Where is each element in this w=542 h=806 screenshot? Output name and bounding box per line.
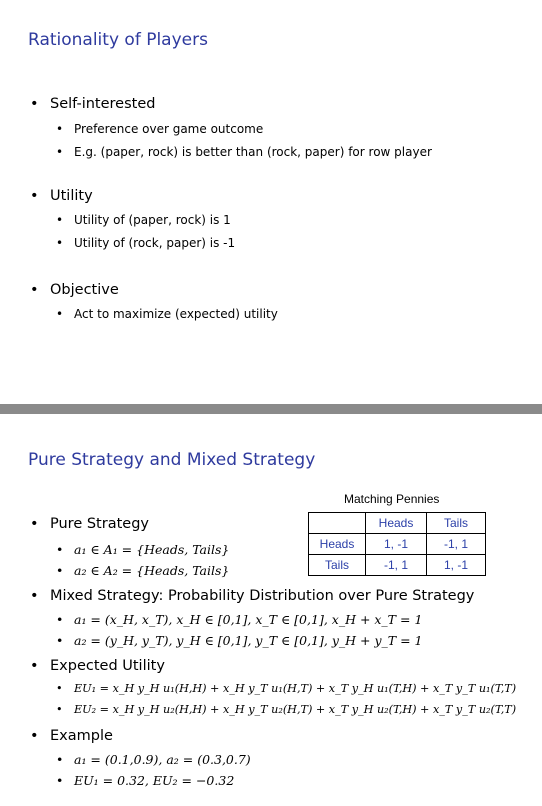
bullet-dot-icon: •	[56, 563, 64, 578]
bullet-item: • Utility of (paper, rock) is 1	[56, 213, 231, 227]
bullet-dot-icon: •	[56, 703, 63, 716]
row-header-heads: Heads	[309, 534, 366, 555]
math-item: • EU₁ = x_H y_H u₁(H,H) + x_H y_T u₁(H,T) + x_T y_H u₁(T,H) + x_T y_T u₁(T,T)	[56, 682, 517, 695]
bullet-dot-icon: •	[56, 145, 64, 159]
bullet-heading: • Utility	[30, 188, 93, 204]
bullet-item: • Preference over game outcome	[56, 122, 264, 136]
bullet-dot-icon: •	[56, 682, 63, 695]
col-header-heads: Heads	[366, 513, 427, 534]
bullet-dot-icon: •	[56, 752, 64, 767]
bullet-heading: • Pure Strategy	[30, 516, 149, 532]
bullet-dot-icon: •	[56, 773, 64, 788]
bullet-dot-icon: •	[56, 236, 64, 250]
math-item: • a₁ = (0.1,0.9), a₂ = (0.3,0.7)	[56, 752, 251, 767]
bullet-dot-icon: •	[30, 588, 39, 604]
bullet-heading: • Mixed Strategy: Probability Distribution over Pure Strategy	[30, 588, 475, 604]
table-row	[309, 555, 486, 576]
matching-pennies-table	[308, 512, 486, 576]
bullet-dot-icon: •	[30, 728, 39, 744]
math-item: • EU₁ = 0.32, EU₂ = −0.32	[56, 773, 235, 788]
table-caption: Matching Pennies	[344, 492, 440, 506]
math-item: • a₂ = (y_H, y_T), y_H ∈ [0,1], y_T ∈ [0,1], y_H + y_T = 1	[56, 633, 423, 648]
bullet-dot-icon: •	[56, 213, 64, 227]
table-row	[309, 534, 486, 555]
bullet-heading: • Example	[30, 728, 113, 744]
bullet-heading: • Objective	[30, 282, 119, 298]
table-corner-cell	[309, 513, 366, 534]
bullet-item: • E.g. (paper, rock) is better than (rock, paper) for row player	[56, 145, 432, 159]
bullet-dot-icon: •	[56, 122, 64, 136]
math-item: • a₁ = (x_H, x_T), x_H ∈ [0,1], x_T ∈ [0,1], x_H + x_T = 1	[56, 612, 423, 627]
math-item: • a₁ ∈ A₁ = {Heads, Tails}	[56, 542, 230, 557]
row-header-tails: Tails	[309, 555, 366, 576]
bullet-heading: • Expected Utility	[30, 658, 165, 674]
table-cell: -1, 1	[366, 555, 427, 576]
table-cell: -1, 1	[427, 534, 486, 555]
table-cell: 1, -1	[427, 555, 486, 576]
bullet-item: • Utility of (rock, paper) is -1	[56, 236, 236, 250]
col-header-tails: Tails	[427, 513, 486, 534]
bullet-heading: • Self-interested	[30, 96, 156, 112]
slide-title: Rationality of Players	[28, 30, 208, 50]
table-row	[309, 513, 486, 534]
math-item: • a₂ ∈ A₂ = {Heads, Tails}	[56, 563, 230, 578]
bullet-dot-icon: •	[30, 658, 39, 674]
bullet-dot-icon: •	[30, 282, 39, 298]
math-item: • EU₂ = x_H y_H u₂(H,H) + x_H y_T u₂(H,T) + x_T y_H u₂(T,H) + x_T y_T u₂(T,T)	[56, 703, 517, 716]
bullet-dot-icon: •	[56, 633, 64, 648]
slide-divider	[0, 404, 542, 414]
table-cell: 1, -1	[366, 534, 427, 555]
slide-title: Pure Strategy and Mixed Strategy	[28, 450, 316, 470]
bullet-dot-icon: •	[56, 307, 64, 321]
slide-pure-mixed-strategy	[0, 414, 542, 806]
bullet-dot-icon: •	[56, 612, 64, 627]
bullet-dot-icon: •	[30, 516, 39, 532]
bullet-dot-icon: •	[30, 96, 39, 112]
bullet-item: • Act to maximize (expected) utility	[56, 307, 278, 321]
bullet-dot-icon: •	[56, 542, 64, 557]
bullet-dot-icon: •	[30, 188, 39, 204]
